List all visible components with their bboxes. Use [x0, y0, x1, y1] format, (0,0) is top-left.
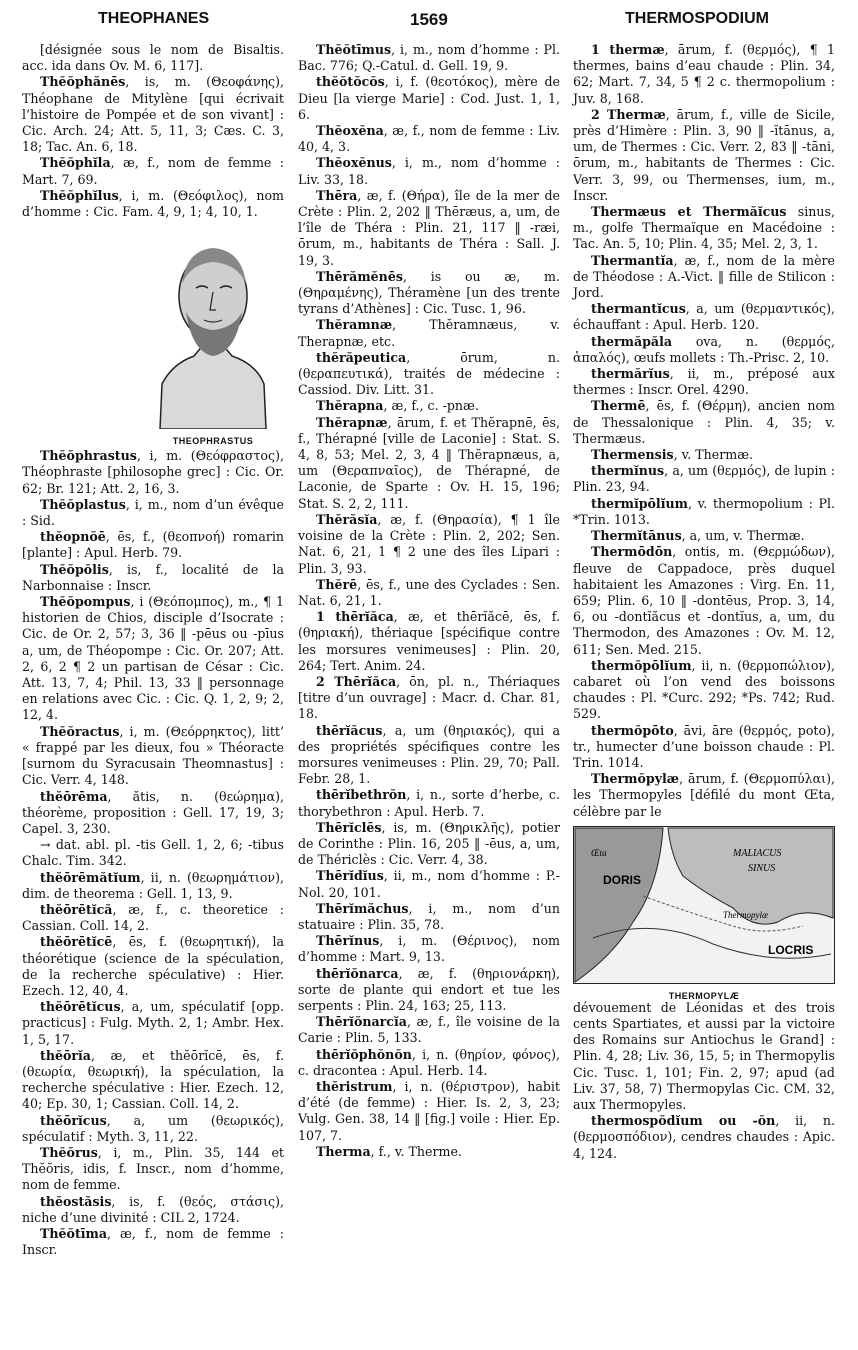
headword: Thermantĭa [591, 252, 674, 268]
map-label: DORIS [603, 872, 642, 887]
headword: Thĕŏpŏlis [40, 561, 109, 577]
running-header [0, 10, 858, 36]
headword: Thērămĕnēs [316, 268, 403, 284]
entry: thermŏpōto, āvi, āre (θερμός, poto), tr., humecter d’une boisson chaude : Pl. Trin. 1014. [573, 722, 835, 770]
entry: 1 thērĭăca, æ, et thērĭăcē, ēs, f. (θηριακή), thériaque [spécifique contre les morsures venimeuses] : Plin. 20, 264; Tert. Anim. 24. [298, 609, 560, 673]
entry: Thĕramnæ, Thĕramnæus, v. Therapnæ, etc. [298, 317, 560, 349]
entry: Thērămĕnēs, is ou æ, m. (Θηραμένης), Théramène [un des trente tyrans d’Athènes] : Cic. Tusc. 1, 96. [298, 268, 560, 317]
entry: Thĕrapna, æ, f., c. -pnæ. [316, 398, 479, 414]
entry: Thĕrăsĭa, æ, f. (Θηρασία), ¶ 1 île voisine de la Crète : Plin. 2, 202; Sen. Nat. 6, 21, 1 ¶ 2 une des îles Lipari : Plin. 3, 93. [298, 511, 560, 576]
headword: thĕopnŏē [40, 529, 106, 545]
headword: Thērĭŏnarcĭa [316, 1014, 407, 1030]
theophrastus-bust-figure [142, 224, 284, 447]
headword: thĕōrĭcus [40, 1112, 107, 1128]
entry: Thĕŏphănēs, is, m. (Θεοφάνης), Théophane de Mitylène [qui écrivait l’histoire de Pompée et de son vivant] : Cic. Arch. 24; Att. 5, 11, 3; Cæs. C. 3, 18; Tac. An. 6, 18. [22, 74, 284, 155]
entry: thĕrăpeutica, ōrum, n. (θεραπευτικά), traités de médecine : Cassiod. Div. Litt. 31. [298, 349, 560, 398]
headword: thĕōrētĭcă [40, 901, 113, 917]
theophrastus-bust-image [142, 224, 284, 429]
entry: thĕopnŏē, ēs, f., (θεοπνοή) romarin [plante] : Apul. Herb. 79. [22, 529, 284, 561]
entry: Thĕŏrus, i, m., Plin. 35, 144 et Thĕŏris, idis, f. Inscr., nom d’homme, nom de femme. [22, 1144, 284, 1193]
entry: thĕostăsis, is, f. (θεός, στάσις), niche d’une divinité : CIL 2, 1724. [22, 1193, 284, 1225]
entry: thĕōrēmătĭum, ii, n. (θεωρημάτιον), dim. de theorema : Gell. 1, 13, 9. [22, 869, 284, 901]
entry: thērĭŏnarca, æ, f. (θηριονάρκη), sorte de plante qui endort et tue les serpents : Plin. 24, 163; 25, 113. [298, 965, 560, 1013]
entry: Thērĭdĭus, ii, m., nom d’homme : P.-Nol. 20, 101. [298, 868, 560, 900]
entry: Thĕŏtīma, æ, f., nom de femme : Inscr. [22, 1225, 284, 1258]
headword: Thĕrē [316, 576, 358, 592]
headword: Thĕŏphrastus [40, 448, 137, 464]
headword: thĕrăpeutica [316, 349, 407, 365]
entry: Thĕŏractus, i, m. (Θεόρρηκτος), litt’ « frappé par les dieux, fou » Théoracte [surnom du Syracusain Theomnastus] : Cic. Verr. 4, 148. [22, 723, 284, 788]
headword: Thĕramnæ [316, 317, 393, 333]
entry: Thĕŏphĭlus, i, m. (Θεόφιλος), nom d’homme : Cic. Fam. 4, 9, 1; 4, 10, 1. [22, 187, 284, 220]
entry: Thermensis, v. Thermæ. [591, 447, 754, 463]
map-label: SINUS [748, 862, 776, 874]
headword: Thĕŏrus [40, 1144, 98, 1160]
entry: Thĕoxĕnus, i, m., nom d’homme : Liv. 33, 18. [298, 155, 560, 187]
entry: thĕōrētĭcē, ēs, f. (θεωρητική), la théorétique (science de la spéculation, de la recherche spéculative) : Hier. Ezech. 12, 40, 4. [22, 934, 284, 998]
entry: Thĕŏphĭla, æ, f., nom de femme : Mart. 7, 69. [22, 155, 284, 187]
entry: Thēra, æ, f. (Θήρα), île de la mer de Crète : Plin. 2, 202 ‖ Thēræus, a, um, de l’île de Théra : Plin. 21, 117 ‖ -ræi, ōrum, m., habitants de Théra : Sall. J. 19, 3. [298, 187, 560, 268]
headword: 1 thērĭăca [316, 609, 394, 625]
headword: thermospŏdĭum ou -ŏn [591, 1113, 776, 1129]
headword: Thĕrapna [316, 398, 384, 414]
headword: thērĭŏphŏnŏn [316, 1046, 412, 1062]
map-label: Thermopylæ [723, 909, 768, 920]
entry: Thĕŏtīmus, i, m., nom d’homme : Pl. Bac. 776; Q.-Catul. d. Gell. 19, 9. [298, 42, 560, 74]
entry: thĕristrum, i, n. (θέριστρον), habit d’été (de femme) : Hier. Is. 2, 3, 23; Vulg. Gen. 38, 14 ‖ [fig.] voile : Hier. Ep. 107, 7. [298, 1079, 560, 1143]
entry: → dat. abl. pl. -tis Gell. 1, 2, 6; -tibus Chalc. Tim. 342. [22, 837, 284, 869]
entry: [désignée sous le nom de Bisaltis. acc. ida dans Ov. M. 6, 117]. [22, 42, 284, 74]
entry: thērĭŏphŏnŏn, i, n. (θηρίον, φόνος), c. dracontea : Apul. Herb. 14. [298, 1046, 560, 1078]
entry: Thermĭtānus, a, um, v. Thermæ. [591, 528, 805, 544]
headword: thērĭŏnarca [316, 965, 399, 981]
headword: Thĕŏplastus [40, 496, 126, 512]
entry: Thermŏpylæ, ārum, f. (Θερμοπύλαι), les Thermopyles [défilé du mont Œta, célèbre par le [573, 771, 835, 819]
entry: Thērĭnus, i, m. (Θέρινος), nom d’homme : Mart. 9, 13. [298, 933, 560, 965]
headword: Thermæus et Thermăĭcus [591, 204, 787, 220]
headword: thĕŏtŏcŏs [316, 74, 385, 90]
headword: thĕōrĭa [40, 1047, 91, 1063]
entry: Thermōdōn, ontis, m. (Θερμώδων), fleuve de Cappadoce, près duquel habitaient les Amazones : Virg. En. 11, 659; Plin. 6, 10 ‖ -dontēus, Prop. 3, 14, 6, ou -dontĭăcus et -dontĭus, a, um, du Thermodon, des Amazones : Ov. M. 12, 611; Sen. Med. 215. [573, 544, 835, 657]
entry: thermĭnus, a, um (θερμός), de lupin : Plin. 23, 94. [573, 463, 835, 495]
headword: thĕostăsis [40, 1193, 112, 1209]
headword: Thermŏpylæ [591, 771, 680, 787]
header-left: THEOPHANES [98, 10, 210, 27]
headword: Thĕrăsĭa [316, 511, 378, 527]
figure-caption: THERMOPYLÆ [668, 990, 740, 1001]
entry: Thērĭmăchus, i, m., nom d’un statuaire : Plin. 35, 78. [298, 900, 560, 932]
entry: Thērĭclēs, is, m. (Θηρικλῆς), potier de Corinthe : Plin. 16, 205 ‖ -ēus, a, um, de Thériclès : Cic. Verr. 4, 38. [298, 819, 560, 868]
headword: Thermē [591, 398, 646, 414]
headword: thermŏpōlĭum [591, 657, 692, 673]
entry: 2 Thermæ, ārum, f., ville de Sicile, près d’Himère : Plin. 3, 90 ‖ -ĭtānus, a, um, de Thermes : Cic. Verr. 2, 83 ‖ -tāni, ōrum, m., habitants de Thermes : Cic. Verr. 3, 99, ou Thermenses, ium, m., Inscr. [573, 106, 835, 203]
page-number: 1569 [410, 10, 448, 29]
entry: thĕōrĭcus, a, um (θεωρικός), spéculatif : Myth. 3, 11, 22. [22, 1112, 284, 1144]
thermopylae-map-figure [573, 826, 835, 1001]
entry: thermărĭus, ii, m., préposé aux thermes : Inscr. Orel. 4290. [573, 366, 835, 398]
headword: thĕōrēma [40, 788, 108, 804]
column-3 [573, 42, 835, 1162]
entry: thermantĭcus, a, um (θερμαντικός), échauffant : Apul. Herb. 120. [573, 301, 835, 333]
entry: thĕōrēma, ătis, n. (θεώρημα), théorème, proposition : Gell. 17, 19, 3; Capel. 3, 230. [22, 788, 284, 836]
headword: thermărĭus [591, 366, 670, 382]
headword: thermĭnus [591, 463, 665, 479]
entry: thermăpăla ova, n. (θερμός, ἁπαλός), œufs mollets : Th.-Prisc. 2, 10. [573, 333, 835, 365]
entry: Thĕrē, ēs, f., une des Cyclades : Sen. Nat. 6, 21, 1. [298, 576, 560, 608]
headword: Thĕŏtīma [40, 1225, 108, 1241]
headword: Thermensis [591, 447, 674, 463]
entry: Thĕŏphrastus, i, m. (Θεόφραστος), Théophraste [philosophe grec] : Cic. Or. 62; Br. 121; Att. 2, 16, 3. [22, 448, 284, 496]
headword: thĕōrēmătĭum [40, 869, 141, 885]
entry: Thermantĭa, æ, f., nom de la mère de Théodose : A.-Vict. ‖ fille de Stilicon : Jord. [573, 252, 835, 301]
thermopylae-map-image [573, 826, 835, 984]
headword: 1 thermæ [591, 42, 665, 57]
entry: thermospŏdĭum ou -ŏn, ii, n. (θερμοσπόδιον), cendres chaudes : Apic. 4, 124. [573, 1113, 836, 1161]
headword: thĕōrētĭcus [40, 999, 121, 1015]
headword: Thĕŏpompus [40, 594, 131, 610]
entry: Thermæus et Thermăĭcus sinus, m., golfe Thermaïque en Macédoine : Tac. An. 5, 10; Plin. 4, 35; Mel. 2, 3, 1. [573, 204, 835, 252]
headword: Thermĭtānus [591, 528, 682, 544]
map-label: Œta [591, 847, 607, 858]
entry: thērĭbethrŏn, i, n., sorte d’herbe, c. thorybethron : Apul. Herb. 7. [298, 787, 560, 819]
headword: Thĕŏphĭlus [40, 187, 119, 203]
headword: Therma [316, 1143, 371, 1159]
entry: 2 Thērĭăca, ōn, pl. n., Thériaques [titre d’un ouvrage] : Macr. d. Char. 81, 18. [298, 673, 560, 722]
headword: 2 Thermæ [591, 106, 666, 122]
entry: thermĭpōlĭum, v. thermopolium : Pl. *Trin. 1013. [573, 495, 835, 527]
headword: Thermōdōn [591, 544, 673, 560]
column-2 [298, 42, 560, 1160]
headword: 2 Thērĭăca [316, 673, 397, 689]
map-label: MALIACUS [733, 847, 782, 859]
headword: Thērĭmăchus [316, 900, 409, 916]
entry: thērĭăcus, a, um (θηριακός), qui a des propriétés spécifiques contre les morsures venimeuses : Plin. 29, 70; Pall. Febr. 28, 1. [298, 722, 560, 787]
entry: Thĕoxĕna, æ, f., nom de femme : Liv. 40, 4, 3. [298, 123, 560, 155]
entry: Thĕŏpŏlis, is, f., localité de la Narbonnaise : Inscr. [22, 561, 284, 593]
headword: Thērĭclēs [316, 819, 382, 835]
headword: Thĕŏractus [40, 723, 120, 739]
headword: Thĕŏtīmus [316, 42, 392, 57]
map-label: LOCRIS [768, 942, 814, 957]
entry: Thĕŏpompus, i (Θεόπομπος), m., ¶ 1 historien de Chios, disciple d’Isocrate : Cic. de Or. 2, 57; 3, 36 ‖ -pēus ou -pīus a, um, de Théopompe : Cic. Or. 207; Att. 2, 6, 2 ¶ 2 un partisan de César : Cic. Att. 13, 7, 4; Phil. 13, 33 ‖ personnage en relations avec Cic. : Cic. Q. 1, 2, 9; 2, 12, 4. [22, 594, 284, 723]
header-right: THERMOSPODIUM [625, 10, 769, 27]
headword: Thĕrapnæ [316, 414, 388, 430]
headword: Thērĭnus [316, 933, 380, 949]
entry: Thērĭŏnarcĭa, æ, f., île voisine de la Carie : Plin. 5, 133. [298, 1014, 560, 1046]
headword: thermŏpōto [591, 722, 674, 738]
entry: thĕōrētĭcus, a, um, spéculatif [opp. practicus] : Fulg. Myth. 2, 1; Ambr. Hex. 1, 5, 17. [22, 999, 284, 1047]
headword: thĕōrētĭcē [40, 934, 113, 950]
headword: thērĭăcus [316, 722, 383, 738]
entry: thĕŏtŏcŏs, i, f. (θεοτόκος), mère de Dieu [la vierge Marie] : Cod. Just. 1, 1, 6. [298, 74, 560, 122]
entry: Thermē, ēs, f. (Θέρμη), ancien nom de Thessalonique : Plin. 4, 35; v. Thermæus. [573, 398, 835, 446]
headword: Thĕoxĕnus [316, 155, 392, 171]
headword: thermăpăla [591, 333, 673, 349]
entry: Therma, f., v. Therme. [316, 1143, 462, 1159]
headword: thermantĭcus [591, 301, 686, 317]
headword: Thērĭdĭus [316, 868, 384, 884]
headword: Thēra [316, 187, 358, 203]
entry: Thĕŏplastus, i, m., nom d’un évêque : Sid. [22, 496, 284, 529]
headword: Thĕŏphĭla [40, 155, 111, 171]
entry: dévouement de Léonidas et des trois cents Spartiates, et aussi par la victoire des Romains sur Antiochus le Grand] : Plin. 4, 28; Liv. 36, 15, 5; in Thermopylis Cic. Tusc. 1, 101; Fin. 2, 97; apud (ad Liv. 37, 58, 7) Thermopylas Cic. CM. 32, aux Thermopyles. [573, 999, 835, 1112]
entry: thermŏpōlĭum, ii, n. (θερμοπώλιον), cabaret où l’on vend des boissons chaudes : Pl. *Curc. 292; *Ps. 742; Rud. 529. [573, 657, 835, 722]
headword: thĕristrum [316, 1079, 393, 1094]
figure-caption: THEOPHRASTUS [172, 436, 254, 447]
entry: thĕōrētĭcă, æ, f., c. theoretice : Cassian. Coll. 14, 2. [22, 901, 284, 934]
entry: thĕōrĭa, æ, et thĕōrĭcē, ēs, f. (θεωρία, θεωρική), la spéculation, la recherche spéculative : Hier. Ezech. 12, 40; Ep. 30, 1; Cassian. Coll. 14, 2. [22, 1047, 284, 1112]
entry: Thĕrapnæ, ārum, f. et Thĕrapnē, ēs, f., Thérapné [ville de Laconie] : Stat. S. 4, 8, 53; Mel. 2, 3, 4 ‖ Thĕrapnæus, a, um (Θεραπναῖος), de Thérapné, de Laconie, de Sparte : Ov. H. 15, 196; Stat. S. 2, 2, 111. [298, 414, 560, 511]
column-1 [22, 42, 284, 1258]
headword: thērĭbethrŏn [316, 787, 407, 803]
headword: Thĕŏphănēs [40, 74, 126, 90]
headword: thermĭpōlĭum [591, 495, 688, 511]
entry: 1 thermæ, ārum, f. (θερμός), ¶ 1 thermes, bains d’eau chaude : Plin. 34, 62; Mart. 7, 34, 5 ¶ 2 c. thermopolium : Juv. 8, 168. [573, 42, 836, 106]
headword: Thĕoxĕna [316, 123, 384, 139]
